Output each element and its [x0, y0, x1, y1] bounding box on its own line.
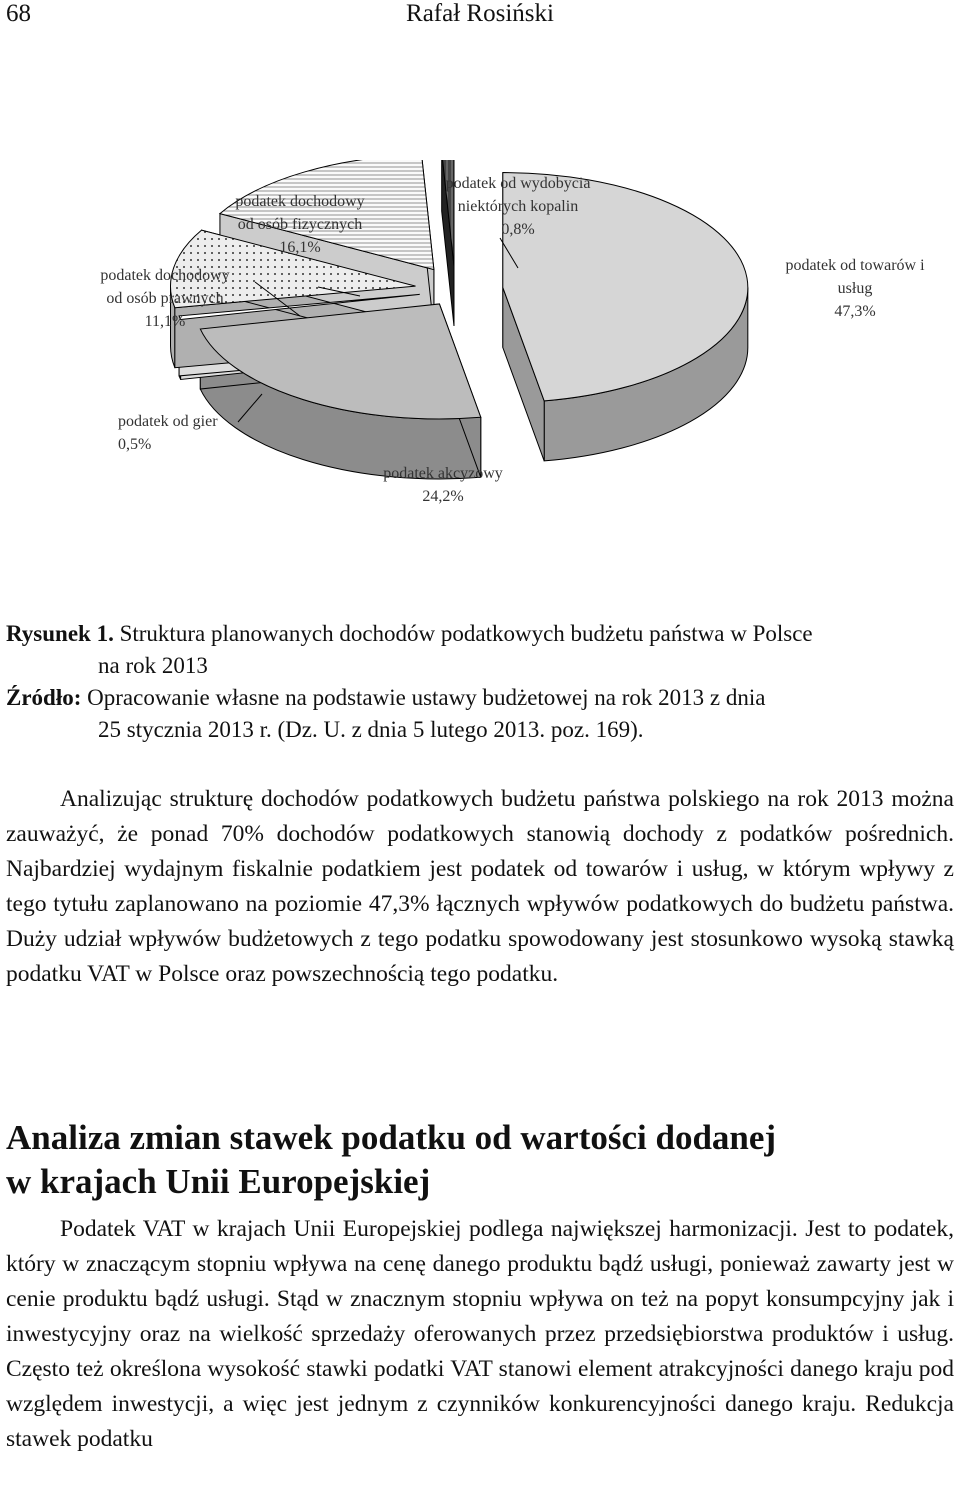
source-text: Opracowanie własne na podstawie ustawy budżetowej na rok 2013 z dnia [87, 685, 766, 710]
pie-label: podatek od towarów i usług 47,3% [785, 257, 925, 320]
pie-label: podatek dochodowy od osób prawnych 11,1% [100, 267, 230, 330]
section-heading-line-1: Analiza zmian stawek podatku od wartości dodanej [6, 1118, 777, 1157]
figure-caption [6, 618, 946, 746]
section-heading [6, 1116, 946, 1204]
paragraph-1: Analizując strukturę dochodów podatkowych budżetu państwa polskiego na rok 2013 można zauważyć, że ponad 70% dochodów podatkowych stanowią dochody z podatków pośrednich. Najbardziej wydajnym fiskalnie podatkiem jest podatek od towarów i usług, w którym wpływy z tego tytułu zaplanowano na poziomie 47,3% łącznych wpływów podatkowych do budżetu państwa. Duży udział wpływów budżetowych z tego podatku spowodowany jest stosunkowo wysoką stawką podatku VAT w Polsce oraz powszechnością tego podatku. [6, 786, 954, 987]
pie-label: podatek od wydobycia niektórych kopalin 0,8% [445, 175, 591, 238]
page-header [0, 0, 960, 34]
pie-label: podatek akcyzowy 24,2% [383, 465, 503, 505]
pie-chart [0, 160, 960, 530]
source-label: Źródło: [6, 685, 82, 710]
running-head-author: Rafał Rosiński [406, 0, 554, 27]
pie-label: podatek od gier 0,5% [118, 413, 218, 453]
page-number: 68 [6, 0, 31, 27]
figure-title: Struktura planowanych dochodów podatkowych budżetu państwa w Polsce [119, 621, 813, 646]
pie-label: podatek dochodowy od osób fizycznych 16,1% [235, 193, 365, 256]
section-heading-line-2: w krajach Unii Europejskiej [6, 1162, 431, 1201]
figure-title-cont: na rok 2013 [98, 653, 208, 678]
figure-label: Rysunek 1. [6, 621, 114, 646]
paragraph-2: Podatek VAT w krajach Unii Europejskiej podlega największej harmonizacji. Jest to podatek, który w znaczącym stopniu wpływa na cenę danego produktu bądź usługi, ponieważ zawarty jest w cenie produktu bądź usługi. Stąd w znacznym stopniu wpływa on też na popyt konsumpcyjny jak i inwestycyjny oraz na wielkość sprzedaży oferowanych przez przedsiębiorstwa produktów i usług. Często też określona wysokość stawki podatki VAT stanowi element atrakcyjności danego kraju pod względem inwestycji, a więc jest jednym z czynników konkurencyjności danego kraju. Redukcja stawek podatku [6, 1216, 954, 1452]
source-text-cont: 25 stycznia 2013 r. (Dz. U. z dnia 5 lutego 2013. poz. 169). [98, 717, 644, 742]
